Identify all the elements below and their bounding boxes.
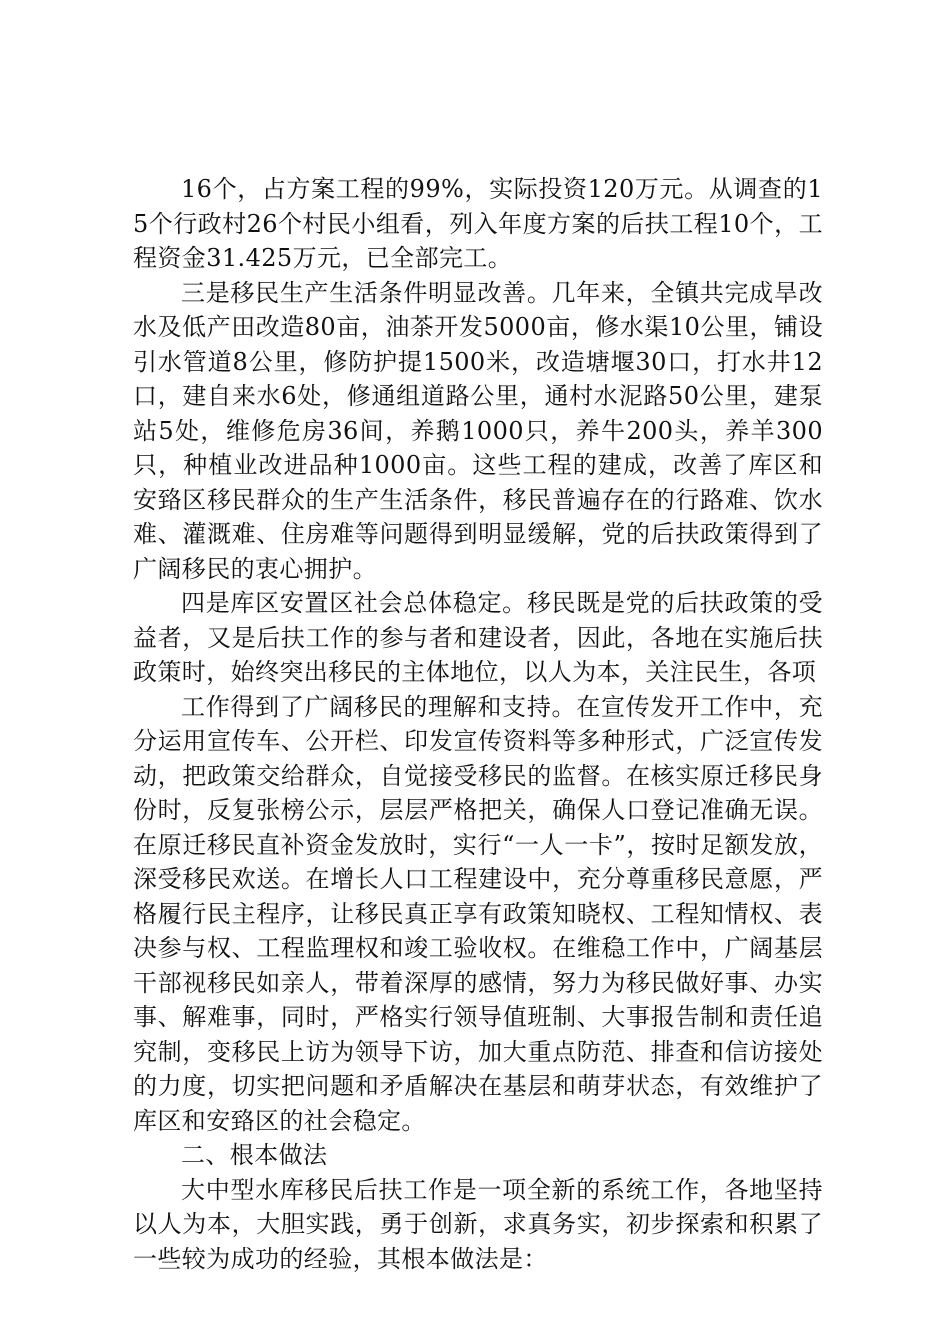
- paragraph: 大中型水库移民后扶工作是一项全新的系统工作，各地坚持以人为本，大胆实践，勇于创新，求真务实，初步探索和积累了一些较为成功的经验，其根本做法是：: [133, 1175, 823, 1273]
- section-heading: 二、根本做法: [181, 1141, 328, 1169]
- paragraph: 工作得到了广阔移民的理解和支持。在宣传发开工作中，充分运用宣传车、公开栏、印发宣传资料等多种形式，广泛宣传发动，把政策交给群众，自觉接受移民的监督。在核实原迁移民身份时，反复张榜公示，层层严格把关，确保人口登记准确无误。在原迁移民直补资金发放时，实行“一人一卡”，按时足额发放，深受移民欢送。在增长人口工程建设中，充分尊重移民意愿，严格履行民主程序，让移民真正享有政策知晓权、工程知情权、表决参与权、工程监理权和竣工验收权。在维稳工作中，广阔基层干部视移民如亲人，带着深厚的感情，努力为移民做好事、办实事、解难事，同时，严格实行领导值班制、大事报告制和责任追究制，变移民上访为领导下访，加大重点防范、排查和信访接处的力度，切实把问题和矛盾解决在基层和萌芽状态，有效维护了库区和安臵区的社会稳定。: [133, 692, 823, 1135]
- paragraph: 三是移民生产生活条件明显改善。几年来，全镇共完成旱改水及低产田改造80亩，油茶开发5000亩，修水渠10公里，铺设引水管道8公里，修防护提1500米，改造塘堰30口，打水井12口，建自来水6处，修通组道路公里，通村水泥路50公里，建泵站5处，维修危房36间，养鹅1000只，养牛200头，养羊300只，种植业改进品种1000亩。这些工程的建成，改善了库区和安臵区移民群众的生产生活条件，移民普遍存在的行路难、饮水难、灌溉难、住房难等问题得到明显缓解，党的后扶政策得到了广阔移民的衷心拥护。: [133, 278, 823, 583]
- paragraph: 四是库区安置区社会总体稳定。移民既是党的后扶政策的受益者，又是后扶工作的参与者和建设者，因此，各地在实施后扶政策时，始终突出移民的主体地位，以人为本，关注民生，各项: [133, 589, 823, 686]
- paragraph: 16个，占方案工程的99%，实际投资120万元。从调查的15个行政村26个村民小组看，列入年度方案的后扶工程10个，工程资金31.425万元，已全部完工。: [133, 175, 823, 272]
- document-body: [133, 172, 823, 1276]
